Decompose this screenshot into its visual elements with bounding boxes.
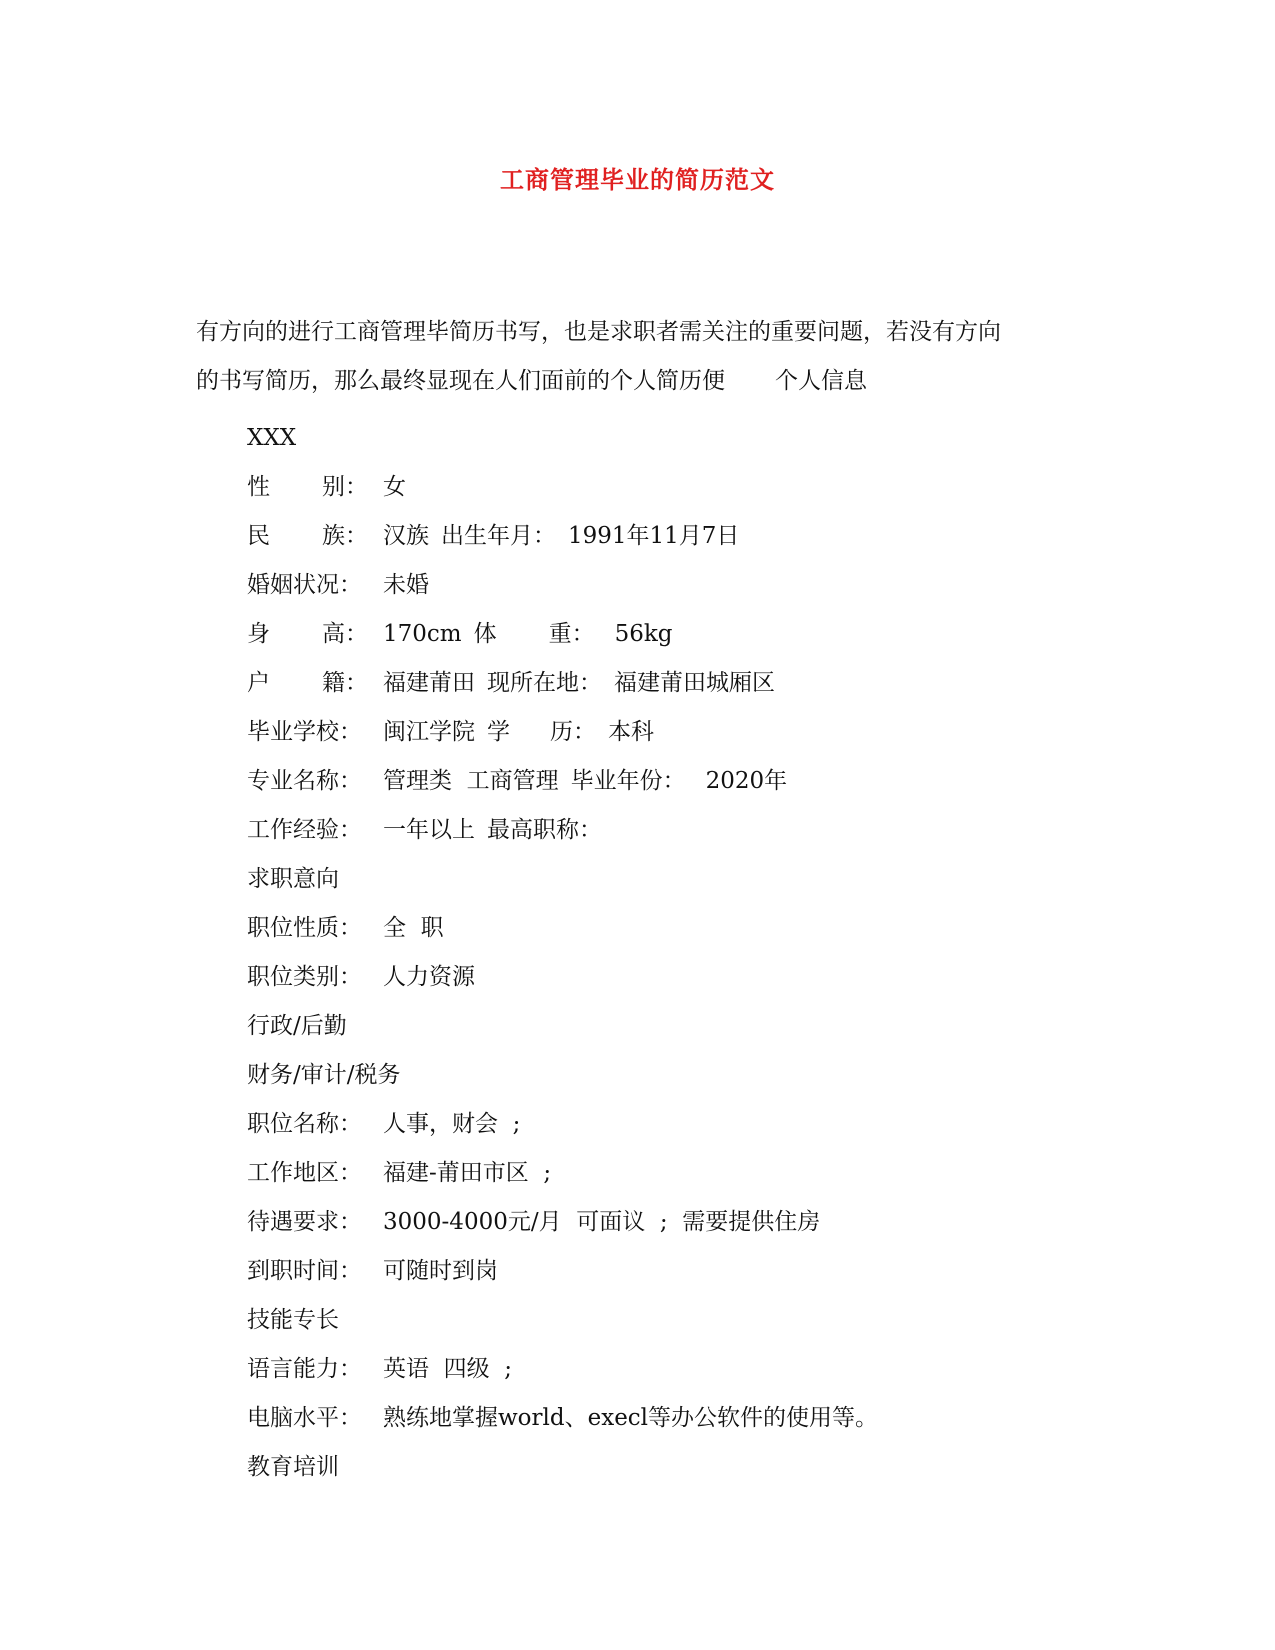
name-value: XXX (247, 425, 297, 451)
job-nature-label: 职位性质： (247, 915, 362, 941)
gender-value: 女 (383, 474, 406, 500)
start-row (247, 1247, 878, 1296)
work-area-label: 工作地区： (247, 1160, 362, 1186)
start-value: 可随时到岗 (383, 1258, 498, 1284)
salary-row (247, 1198, 878, 1247)
weight-label: 体 重： (473, 621, 595, 647)
personal-info-heading: 个人信息 (775, 368, 867, 394)
current-location-value: 福建莆田城厢区 (614, 670, 775, 696)
work-area-value: 福建-莆田市区 ; (383, 1160, 552, 1186)
job-nature-row (247, 904, 878, 953)
major-value: 管理类 工商管理 (383, 768, 559, 794)
job-nature-value: 全 职 (383, 915, 444, 941)
ethnicity-row (247, 512, 878, 561)
job-category-2: 行政/后勤 (247, 1013, 347, 1039)
height-label: 身 高： (247, 621, 368, 647)
section-education: 教育培训 (247, 1454, 339, 1480)
job-category-label: 职位类别： (247, 964, 362, 990)
birth-label: 出生年月： (441, 523, 556, 549)
resume-body (247, 414, 878, 1492)
experience-row (247, 806, 878, 855)
hukou-value: 福建莆田 (383, 670, 475, 696)
computer-row (247, 1394, 878, 1443)
major-label: 专业名称： (247, 768, 362, 794)
document-title: 工商管理毕业的简历范文 (500, 165, 775, 194)
work-area-row (247, 1149, 878, 1198)
job-category-3: 财务/审计/税务 (247, 1062, 401, 1088)
hukou-label: 户 籍： (247, 670, 368, 696)
job-category-row (247, 953, 878, 1002)
language-value: 英语 四级 ; (383, 1356, 512, 1382)
degree-value: 本科 (608, 719, 654, 745)
major-row (247, 757, 878, 806)
marital-value: 未婚 (383, 572, 429, 598)
job-category-value: 人力资源 (383, 964, 475, 990)
school-label: 毕业学校： (247, 719, 362, 745)
birth-value: 1991年11月7日 (568, 523, 740, 549)
language-label: 语言能力： (247, 1356, 362, 1382)
computer-label: 电脑水平： (247, 1405, 362, 1431)
start-label: 到职时间： (247, 1258, 362, 1284)
intro-line-1: 有方向的进行工商管理毕简历书写，也是求职者需关注的重要问题，若没有方向 (196, 319, 1001, 345)
intro-paragraph (196, 308, 1096, 406)
degree-label: 学 历： (487, 719, 596, 745)
marital-label: 婚姻状况： (247, 572, 362, 598)
school-value: 闽江学院 (383, 719, 475, 745)
school-row (247, 708, 878, 757)
experience-label: 工作经验： (247, 817, 362, 843)
job-title-row (247, 1100, 878, 1149)
grad-year-label: 毕业年份： (570, 768, 686, 794)
salary-label: 待遇要求： (247, 1209, 362, 1235)
marital-row (247, 561, 878, 610)
experience-value: 一年以上 (383, 817, 475, 843)
gender-row (247, 463, 878, 512)
section-intent: 求职意向 (247, 866, 339, 892)
ethnicity-label: 民 族： (247, 523, 368, 549)
title-rank-label: 最高职称： (487, 817, 602, 843)
language-row (247, 1345, 878, 1394)
current-location-label: 现所在地： (487, 670, 602, 696)
section-skills: 技能专长 (247, 1307, 339, 1333)
hukou-row (247, 659, 878, 708)
intro-line-2 (196, 357, 1096, 406)
intro-line-2-text: 的书写简历，那么最终显现在人们面前的个人简历便 (196, 368, 725, 394)
height-row (247, 610, 878, 659)
job-title-value: 人事，财会 ; (383, 1111, 521, 1137)
job-title-label: 职位名称： (247, 1111, 362, 1137)
height-value: 170cm (383, 621, 462, 647)
name-row (247, 414, 878, 463)
computer-value: 熟练地掌握world、execl等办公软件的使用等。 (383, 1405, 879, 1431)
salary-value: 3000-4000元/月 可面议 ; 需要提供住房 (383, 1209, 821, 1235)
weight-value: 56kg (614, 621, 673, 647)
ethnicity-value: 汉族 (383, 523, 429, 549)
gender-label: 性 别： (247, 474, 368, 500)
grad-year-value: 2020年 (705, 768, 788, 794)
